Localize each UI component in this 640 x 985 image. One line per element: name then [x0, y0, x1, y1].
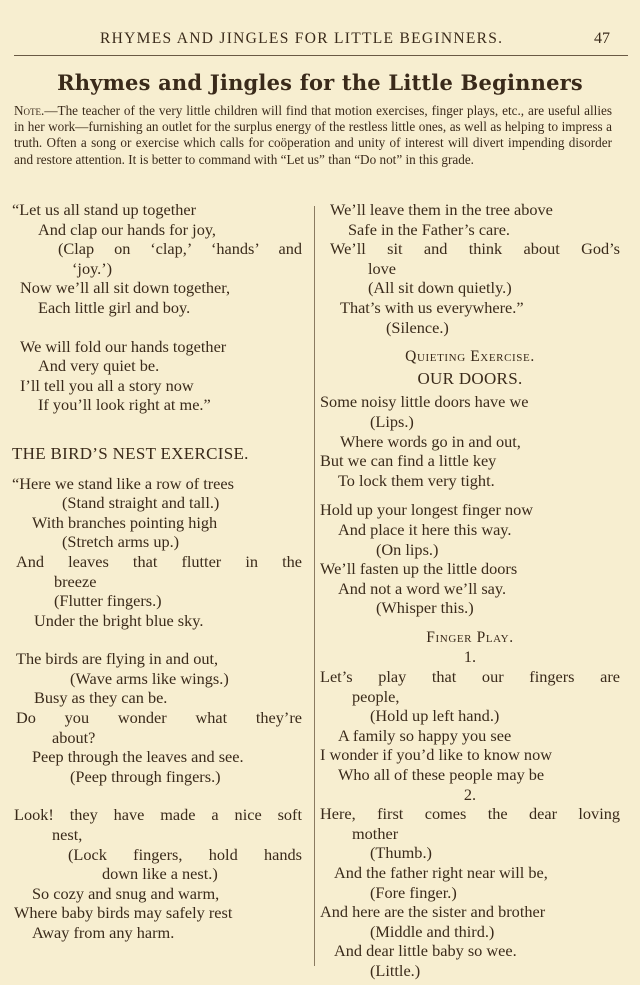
poem-line: And the father right near will be, [334, 863, 548, 882]
poem-line: (Wave arms like wings.) [70, 668, 229, 688]
page-number: 47 [594, 30, 610, 47]
poem-line: And clap our hands for joy, [38, 219, 216, 239]
poem-line: But we can find a little key [320, 451, 497, 471]
poem-line: And dear little baby so wee. [334, 941, 517, 961]
right-column [320, 200, 620, 981]
poem-line: We will fold our hands together [20, 336, 227, 356]
poem-line: And very quiet be. [38, 356, 160, 376]
poem-line: Away from any harm. [32, 923, 175, 942]
poem-line: Who all of these people may be [338, 765, 545, 785]
teacher-note [14, 103, 612, 168]
poem-line: To lock them very tight. [338, 470, 495, 490]
poem-line: down like a nest.) [102, 864, 218, 884]
poem-line: (Middle and third.) [370, 921, 495, 941]
poem-line: (Peep through fingers.) [70, 766, 221, 786]
poem-line: (Thumb.) [370, 843, 432, 863]
quieting-heading: Quieting Exercise. [405, 348, 535, 366]
poem-line: (Stand straight and tall.) [62, 493, 220, 513]
poem-line: Look! they have made a nice soft [14, 805, 302, 825]
birds-nest-heading: THE BIRD’S NEST EXERCISE. [12, 443, 249, 463]
left-column [12, 200, 302, 943]
poem-line: Hold up your longest finger now [320, 500, 533, 520]
poem-line: Now we’ll all sit down together, [20, 278, 231, 298]
poem-line: With branches pointing high [32, 512, 218, 532]
poem-line: We’ll leave them in the tree above [330, 200, 553, 219]
finger-play-heading: Finger Play. [426, 628, 514, 646]
poem-line: people, [352, 686, 400, 706]
running-title: RHYMES AND JINGLES FOR LITTLE BEGINNERS. [100, 30, 504, 47]
poem-line: So cozy and snug and warm, [32, 883, 220, 903]
poem-line: The birds are flying in and out, [16, 649, 219, 669]
finger-play-number-1: 1. [463, 647, 477, 667]
poem-line: love [368, 258, 397, 278]
poem-line: We’ll sit and think about God’s [330, 239, 620, 259]
poem-line: (Lips.) [370, 411, 414, 431]
poem-line: breeze [54, 571, 97, 591]
poem-line: mother [352, 823, 399, 843]
page-title: Rhymes and Jingles for the Little Beginners [57, 70, 583, 95]
poem-line: And here are the sister and brother [320, 902, 546, 922]
poem-line: A family so happy you see [338, 725, 512, 745]
poem-line: And leaves that flutter in the [16, 551, 302, 571]
poem-line: Each little girl and boy. [38, 297, 191, 317]
poem-line: I’ll tell you all a story now [20, 375, 194, 395]
poem-line: Where baby birds may safely rest [14, 903, 233, 923]
poem-line: And place it here this way. [338, 519, 512, 539]
poem-line: “Here we stand like a row of trees [12, 473, 234, 493]
poem-line: And not a word we’ll say. [338, 578, 507, 598]
finger-play-number-2: 2. [463, 784, 477, 804]
poem-line: nest, [52, 825, 83, 845]
poem-line: Peep through the leaves and see. [32, 747, 244, 767]
poem-line: Under the bright blue sky. [34, 610, 204, 630]
column-divider [314, 206, 315, 966]
poem-line: ‘joy.’) [72, 258, 113, 278]
poem-line: Some noisy little doors have we [320, 392, 529, 412]
poem-line: (All sit down quietly.) [368, 278, 512, 298]
our-doors-heading: OUR DOORS. [417, 368, 523, 388]
poem-line: That’s with us everywhere.” [340, 297, 524, 317]
poem-line: (Whisper this.) [376, 598, 474, 618]
poem-line: (Fore finger.) [370, 882, 457, 902]
poem-line: (Clap on ‘clap,’ ‘hands’ and [58, 239, 302, 259]
poem-line: “Let us all stand up together [12, 200, 197, 219]
poem-line: Safe in the Father’s care. [348, 219, 510, 239]
poem-line: about? [52, 727, 96, 747]
poem-line: Let’s play that our fingers are [320, 667, 620, 687]
poem-line: We’ll fasten up the little doors [320, 559, 518, 579]
poem-line: (On lips.) [376, 539, 439, 559]
poem-line: (Silence.) [386, 317, 449, 337]
poem-line: Do you wonder what they’re [16, 708, 302, 728]
running-head [0, 30, 640, 52]
poem-line: (Hold up left hand.) [370, 706, 500, 726]
poem-line: I wonder if you’d like to know now [320, 745, 552, 765]
note-text: —The teacher of the very little children will find that motion exercises, finger plays, etc., are useful allies in her work—furnishing an outlet for the surplus energy of the restless little ones, as well as helping to impress a truth. Often a song or exercise which calls for coöperation and unity of interest will divert impending disorder and restore attention. It is better to command with “Let us” than “Do not” in this grade. [14, 103, 612, 167]
poem-line: (Flutter fingers.) [54, 591, 162, 611]
poem-line: (Lock fingers, hold hands [68, 844, 302, 864]
header-rule [14, 55, 628, 56]
poem-line: (Little.) [370, 960, 421, 980]
poem-line: Where words go in and out, [340, 431, 521, 451]
poem-line: Here, first comes the dear loving [320, 804, 620, 824]
poem-line: If you’ll look right at me.” [38, 395, 211, 415]
poem-line: (Stretch arms up.) [62, 532, 180, 552]
note-label: Note. [14, 103, 45, 118]
poem-line: Busy as they can be. [34, 688, 168, 708]
